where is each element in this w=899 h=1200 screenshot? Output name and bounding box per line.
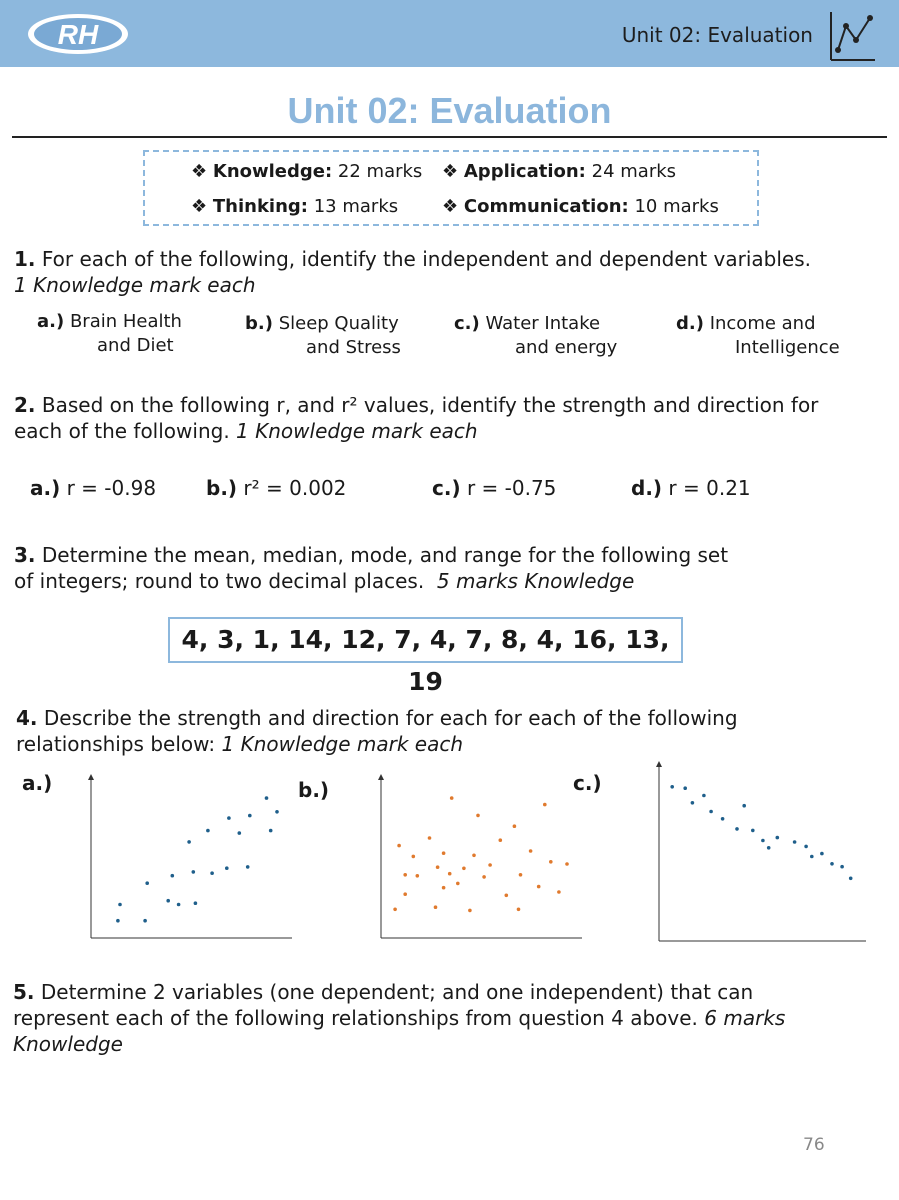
data-point xyxy=(403,873,407,877)
y-axis-arrow-icon xyxy=(378,774,384,780)
question-5 xyxy=(13,979,785,1057)
data-point xyxy=(472,854,476,858)
data-point xyxy=(810,855,814,859)
q2-value-a xyxy=(30,476,156,500)
data-point xyxy=(691,801,695,805)
data-point xyxy=(468,909,472,913)
question-text-line-2: relationships below: xyxy=(16,732,216,756)
scatter-plot-b xyxy=(372,770,586,942)
data-point xyxy=(436,865,440,869)
thinking-marks xyxy=(191,196,398,217)
data-point xyxy=(735,827,739,831)
question-marks-2: Knowledge xyxy=(13,1032,123,1056)
data-point xyxy=(462,867,466,871)
question-text: For each of the following, identify the independent and dependent variables. xyxy=(41,247,811,271)
option-line-2: and Stress xyxy=(306,337,401,358)
data-point xyxy=(448,872,452,876)
data-point xyxy=(171,874,175,878)
option-line-2: and energy xyxy=(515,337,618,358)
data-point xyxy=(416,874,420,878)
communication-label: Communication: xyxy=(463,196,629,217)
question-text-line-2: of integers; round to two decimal places. xyxy=(14,569,425,593)
data-point xyxy=(557,890,561,894)
bullet-icon: ❖ xyxy=(442,161,459,182)
question-4 xyxy=(16,705,738,757)
question-marks-1: 6 marks xyxy=(704,1006,786,1030)
q2-value-b xyxy=(206,476,346,500)
question-number: 3. xyxy=(14,543,36,567)
data-point xyxy=(849,877,853,881)
plot-a-label: a.) xyxy=(22,771,53,795)
data-point xyxy=(227,816,231,820)
thinking-label: Thinking: xyxy=(212,196,308,217)
data-point xyxy=(565,862,569,866)
data-point xyxy=(145,881,149,885)
option-line-2: Intelligence xyxy=(735,337,840,358)
question-2 xyxy=(14,392,818,444)
data-point xyxy=(519,873,523,877)
data-point xyxy=(238,831,242,835)
question-text-line-1: Determine 2 variables (one dependent; and one independent) that can xyxy=(40,980,754,1004)
data-point xyxy=(761,839,765,843)
data-point xyxy=(248,814,252,818)
data-point xyxy=(840,865,844,869)
value-text: r = 0.21 xyxy=(668,476,751,500)
question-text-line-1: Based on the following r, and r² values, identify the strength and direction for xyxy=(41,393,819,417)
application-value: 24 marks xyxy=(591,161,677,182)
question-number: 4. xyxy=(16,706,38,730)
integer-set-box: 4, 3, 1, 14, 12, 7, 4, 7, 8, 4, 16, 13, 19 xyxy=(168,617,683,663)
question-number: 1. xyxy=(14,247,36,271)
data-point xyxy=(269,829,273,833)
data-point xyxy=(670,785,674,789)
data-point xyxy=(166,899,170,903)
data-point xyxy=(434,905,438,909)
question-text-line-2: represent each of the following relationships from question 4 above. xyxy=(13,1006,698,1030)
thinking-value: 13 marks xyxy=(313,196,399,217)
data-point xyxy=(793,840,797,844)
option-line-1: Income and xyxy=(709,313,816,334)
bullet-icon: ❖ xyxy=(442,196,459,217)
application-marks xyxy=(442,161,676,182)
bullet-icon: ❖ xyxy=(191,161,208,182)
data-point xyxy=(702,794,706,798)
q1-option-b xyxy=(245,312,401,360)
data-point xyxy=(265,796,269,800)
data-point xyxy=(225,866,229,870)
data-point xyxy=(767,846,771,850)
question-marks: 1 Knowledge mark each xyxy=(14,273,256,297)
question-text-line-1: Describe the strength and direction for each for each of the following xyxy=(43,706,738,730)
data-point xyxy=(482,875,486,879)
data-point xyxy=(804,845,808,849)
data-point xyxy=(742,804,746,808)
data-point xyxy=(529,849,533,853)
q1-option-a xyxy=(37,310,182,358)
header-title: Unit 02: Evaluation xyxy=(621,23,813,47)
data-point xyxy=(549,860,553,864)
option-line-1: Sleep Quality xyxy=(278,313,399,334)
option-letter: a.) xyxy=(37,311,65,332)
question-marks: 5 marks Knowledge xyxy=(436,569,635,593)
data-point xyxy=(820,852,824,856)
knowledge-label: Knowledge: xyxy=(212,161,333,182)
data-point xyxy=(450,796,454,800)
data-point xyxy=(830,862,834,866)
option-line-1: Water Intake xyxy=(485,313,601,334)
data-point xyxy=(513,824,517,828)
question-marks: 1 Knowledge mark each xyxy=(236,419,478,443)
data-point xyxy=(517,908,521,912)
data-point xyxy=(177,903,181,907)
option-line-2: and Diet xyxy=(97,335,174,356)
rh-logo xyxy=(26,12,130,56)
marks-breakdown-box xyxy=(143,150,759,226)
application-label: Application: xyxy=(463,161,586,182)
scatter-plot-a xyxy=(82,770,296,942)
question-text-line-2: each of the following. xyxy=(14,419,230,443)
knowledge-marks xyxy=(191,161,422,182)
q1-option-d xyxy=(676,312,840,360)
value-letter: c.) xyxy=(432,476,461,500)
data-point xyxy=(709,810,713,814)
question-1 xyxy=(14,246,811,298)
value-text: r² = 0.002 xyxy=(243,476,347,500)
title-divider xyxy=(12,136,887,138)
data-point xyxy=(403,892,407,896)
plot-b-label: b.) xyxy=(298,778,330,802)
communication-marks xyxy=(442,196,719,217)
value-letter: b.) xyxy=(206,476,238,500)
data-point xyxy=(192,870,196,874)
data-point xyxy=(442,851,446,855)
value-letter: d.) xyxy=(631,476,663,500)
y-axis-arrow-icon xyxy=(88,774,94,780)
data-point xyxy=(537,885,541,889)
data-point xyxy=(488,863,492,867)
option-letter: d.) xyxy=(676,313,704,334)
value-letter: a.) xyxy=(30,476,61,500)
value-text: r = -0.75 xyxy=(466,476,557,500)
data-point xyxy=(194,901,198,905)
page-header xyxy=(0,0,899,67)
data-point xyxy=(751,829,755,833)
question-number: 5. xyxy=(13,980,35,1004)
data-point xyxy=(116,919,120,923)
data-point xyxy=(397,844,401,848)
q1-option-c xyxy=(454,312,617,360)
q2-value-c xyxy=(432,476,556,500)
knowledge-value: 22 marks xyxy=(337,161,423,182)
q2-value-d xyxy=(631,476,751,500)
data-point xyxy=(412,855,416,859)
data-point xyxy=(246,865,250,869)
option-letter: b.) xyxy=(245,313,273,334)
logo-text: RH xyxy=(57,19,99,50)
line-graph-icon xyxy=(828,10,876,62)
y-axis-arrow-icon xyxy=(656,761,662,767)
data-point xyxy=(543,803,547,807)
data-point xyxy=(776,836,780,840)
data-point xyxy=(683,786,687,790)
data-point xyxy=(210,871,214,875)
data-point xyxy=(143,919,147,923)
data-point xyxy=(456,882,460,886)
bullet-icon: ❖ xyxy=(191,196,208,217)
option-line-1: Brain Health xyxy=(69,311,182,332)
data-point xyxy=(442,886,446,890)
data-point xyxy=(206,829,210,833)
data-point xyxy=(499,838,503,842)
question-marks: 1 Knowledge mark each xyxy=(221,732,464,756)
communication-value: 10 marks xyxy=(634,196,719,217)
option-letter: c.) xyxy=(454,313,480,334)
data-point xyxy=(118,903,122,907)
question-3 xyxy=(14,542,728,594)
question-number: 2. xyxy=(14,393,36,417)
plot-c-label: c.) xyxy=(573,771,602,795)
data-point xyxy=(476,814,480,818)
question-text-line-1: Determine the mean, median, mode, and range for the following set xyxy=(41,543,729,567)
data-point xyxy=(187,840,191,844)
scatter-plot-c xyxy=(650,757,870,945)
data-point xyxy=(275,810,279,814)
value-text: r = -0.98 xyxy=(66,476,157,500)
data-point xyxy=(721,817,725,821)
data-point xyxy=(428,836,432,840)
data-point xyxy=(505,894,509,898)
page-number: 76 xyxy=(803,1135,825,1155)
page-title: Unit 02: Evaluation xyxy=(287,90,612,131)
data-point xyxy=(393,908,397,912)
